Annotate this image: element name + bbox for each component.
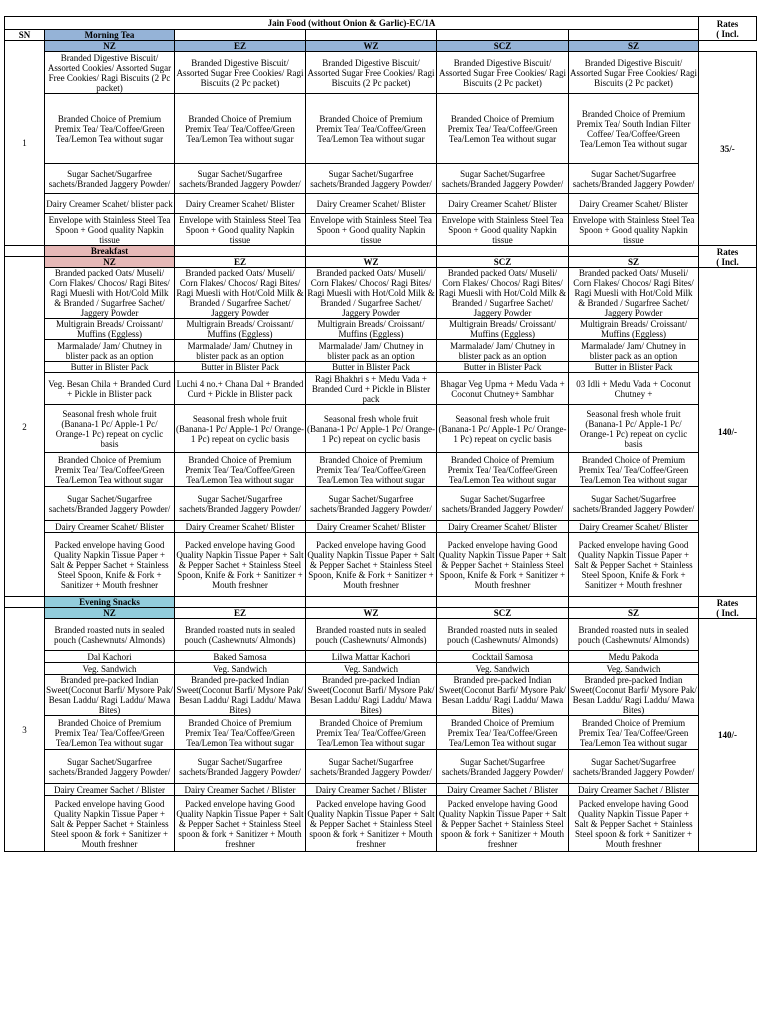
menu-table bbox=[4, 16, 757, 852]
menu-item-cell: Branded Choice of Premium Premix Tea/ Tea/Coffee/Green Tea/Lemon Tea without sugar bbox=[306, 453, 437, 487]
menu-item-cell: Branded pre-packed Indian Sweet(Coconut Barfi/ Mysore Pak/ Besan Laddu/ Ragi Laddu/ Mawa Bites) bbox=[46, 675, 173, 715]
menu-item-row bbox=[5, 784, 757, 796]
zone-header-nz: NZ bbox=[45, 41, 175, 52]
menu-item-cell: Dairy Creamer Sachet / Blister bbox=[437, 784, 569, 796]
blank-cell bbox=[306, 246, 437, 257]
menu-item-cell: Marmalade/ Jam/ Chutney in blister pack as an option bbox=[569, 340, 699, 362]
title-row bbox=[5, 17, 757, 30]
menu-item-cell: Packed envelope having Good Quality Napkin Tissue Paper + Salt & Pepper Sachet + Stainless Steel Spoon, Knife & Fork + Sanitizer + Mouth freshner bbox=[45, 533, 175, 597]
menu-item-row bbox=[5, 796, 757, 852]
menu-item-cell: Dairy Creamer Scahet/ Blister bbox=[306, 194, 437, 214]
menu-item-cell: Lilwa Mattar Kachori bbox=[306, 651, 437, 663]
menu-item-cell: Medu Pakoda bbox=[569, 651, 699, 663]
blank-cell bbox=[437, 597, 569, 608]
menu-item-cell: Cocktail Samosa bbox=[437, 651, 569, 663]
menu-item-cell: Butter in Blister Pack bbox=[437, 362, 569, 373]
menu-item-cell: Dairy Creamer Scahet/ Blister bbox=[437, 521, 569, 533]
menu-item-row bbox=[5, 533, 757, 597]
menu-item-cell: Butter in Blister Pack bbox=[45, 362, 175, 373]
menu-item-cell: Seasonal fresh whole fruit (Banana-1 Pc/ Apple-1 Pc/ Orange-1 Pc) repeat on cyclic basis bbox=[437, 405, 569, 453]
menu-item-cell: Sugar Sachet/Sugarfree sachets/Branded Jaggery Powder/ bbox=[45, 487, 175, 521]
blank-cell bbox=[437, 30, 569, 41]
menu-item-cell: Marmalade/ Jam/ Chutney in blister pack as an option bbox=[306, 340, 437, 362]
menu-item-cell: Branded pre-packed Indian Sweet(Coconut Barfi/ Mysore Pak/ Besan Laddu/ Ragi Laddu/ Mawa Bites) bbox=[175, 675, 306, 716]
document-page bbox=[0, 16, 768, 852]
menu-item-cell: Dairy Creamer Sachet / Blister bbox=[306, 784, 437, 796]
menu-item-cell: Branded Choice of Premium Premix Tea/ Tea/Coffee/Green Tea/Lemon Tea without sugar bbox=[306, 94, 437, 164]
menu-item-row bbox=[5, 164, 757, 194]
menu-item-cell: Branded roasted nuts in sealed pouch (Cashewnuts/ Almonds) bbox=[437, 619, 569, 651]
menu-item-cell: Sugar Sachet/Sugarfree sachets/Branded Jaggery Powder/ bbox=[306, 164, 437, 194]
zone-header-scz: SCZ bbox=[437, 41, 569, 52]
menu-item-cell: Packed envelope having Good Quality Napkin Tissue Paper + Salt & Pepper Sachet + Stainless Steel spoon & fork + Sanitizer + Mouth freshner bbox=[569, 796, 699, 852]
menu-item-cell: Veg. Besan Chila + Branded Curd + Pickle in Blister pack bbox=[45, 373, 175, 405]
blank-cell bbox=[175, 246, 306, 257]
blank-cell bbox=[569, 597, 699, 608]
menu-item-cell: Veg. Sandwich bbox=[437, 663, 569, 675]
zone-header-wz: WZ bbox=[306, 608, 437, 619]
menu-item-row bbox=[5, 663, 757, 675]
menu-item-cell: Ragi Bhakhri s + Medu Vada + Branded Curd + Pickle in Blister pack bbox=[306, 373, 437, 405]
menu-item-cell: Dairy Creamer Sachet / Blister bbox=[569, 784, 699, 796]
zone-header-row bbox=[5, 257, 757, 268]
menu-item-cell: Branded packed Oats/ Museli/ Corn Flakes/ Chocos/ Ragi Bites/ Ragi Muesli with Hot/Cold Milk & Branded / Sugarfree Sachet/ Jaggery Powder bbox=[569, 268, 699, 319]
blank-cell bbox=[569, 246, 699, 257]
menu-item-cell: Packed envelope having Good Quality Napkin Tissue Paper + Salt & Pepper Sachet + Stainless Steel Spoon, Knife & Fork + Sanitizer + Mouth freshner bbox=[306, 533, 437, 597]
menu-item-cell: Butter in Blister Pack bbox=[306, 362, 437, 373]
menu-item-row bbox=[5, 194, 757, 214]
menu-item-cell: Dairy Creamer Scahet/ Blister bbox=[569, 521, 699, 533]
menu-item-cell: Multigrain Breads/ Croissant/ Muffins (Eggless) bbox=[437, 319, 569, 340]
menu-item-cell: Branded Choice of Premium Premix Tea/ South Indian Filter Coffee/ Tea/Coffee/Green Tea/Lemon Tea without sugar bbox=[569, 94, 699, 164]
menu-item-cell: Sugar Sachet/Sugarfree sachets/Branded Jaggery Powder/ bbox=[437, 164, 569, 194]
menu-item-cell: Packed envelope having Good Quality Napkin Tissue Paper + Salt & Pepper Sachet + Stainless Steel Spoon, Knife & Fork + Sanitizer + Mouth freshner bbox=[437, 533, 569, 597]
menu-item-cell: Sugar Sachet/Sugarfree sachets/Branded Jaggery Powder/ bbox=[306, 487, 437, 521]
menu-item-row bbox=[5, 268, 757, 319]
menu-item-row bbox=[5, 94, 757, 164]
zone-header-ez: EZ bbox=[175, 608, 306, 619]
menu-item-cell: Branded Digestive Biscuit/ Assorted Sugar Free Cookies/ Ragi Biscuits (2 Pc packet) bbox=[569, 52, 699, 94]
menu-item-cell: Packed envelope having Good Quality Napkin Tissue Paper + Salt & Pepper Sachet + Stainless Steel Spoon, Knife & Fork + Sanitizer + Mouth freshner bbox=[569, 533, 699, 597]
blank-cell bbox=[175, 30, 306, 41]
menu-item-cell: Branded Digestive Biscuit/ Assorted Sugar Free Cookies/ Ragi Biscuits (2 Pc packet) bbox=[175, 52, 306, 94]
menu-item-cell: Marmalade/ Jam/ Chutney in blister pack as an option bbox=[175, 340, 306, 362]
menu-item-cell: Branded roasted nuts in sealed pouch (Cashewnuts/ Almonds) bbox=[45, 619, 175, 651]
menu-item-cell: Branded Digestive Biscuit/ Assorted Cookies/ Assorted Sugar Free Cookies/ Ragi Biscuits (2 Pc packet) bbox=[45, 52, 175, 94]
zone-header-sz: SZ bbox=[569, 257, 699, 268]
section-header-row bbox=[5, 597, 757, 608]
menu-item-cell: Packed envelope having Good Quality Napkin Tissue Paper + Salt & Pepper Sachet + Stainless Steel Spoon, Knife & Fork + Sanitizer + Mouth freshner bbox=[175, 533, 306, 597]
menu-item-row bbox=[5, 362, 757, 373]
menu-item-cell: Sugar Sachet/Sugarfree sachets/Branded Jaggery Powder/ bbox=[437, 750, 569, 784]
menu-item-cell: 03 Idli + Medu Vada + Coconut Chutney + bbox=[569, 373, 699, 405]
menu-item-cell: Multigrain Breads/ Croissant/ Muffins (Eggless) bbox=[175, 319, 306, 340]
menu-item-cell: Sugar Sachet/Sugarfree sachets/Branded Jaggery Powder/ bbox=[306, 750, 437, 784]
menu-item-cell: Dairy Creamer Scahet/ blister pack bbox=[45, 194, 175, 214]
menu-item-cell: Branded roasted nuts in sealed pouch (Cashewnuts/ Almonds) bbox=[175, 619, 306, 651]
menu-item-cell: Sugar Sachet/Sugarfree sachets/Branded Jaggery Powder/ bbox=[437, 487, 569, 521]
menu-item-cell: Branded Digestive Biscuit/ Assorted Sugar Free Cookies/ Ragi Biscuits (2 Pc packet) bbox=[306, 52, 437, 94]
menu-item-cell: Sugar Sachet/Sugarfree sachets/Branded Jaggery Powder/ bbox=[175, 750, 306, 784]
blank-cell bbox=[306, 30, 437, 41]
menu-item-row bbox=[5, 619, 757, 651]
menu-item-cell: Multigrain Breads/ Croissant/ Muffins (Eggless) bbox=[569, 319, 699, 340]
menu-item-cell: Dairy Creamer Scahet/ Blister bbox=[175, 194, 306, 214]
menu-item-row bbox=[5, 521, 757, 533]
menu-item-cell: Branded packed Oats/ Museli/ Corn Flakes/ Chocos/ Ragi Bites/ Ragi Muesli with Hot/Cold Milk & Branded / Sugarfree Sachet/ Jaggery Powder bbox=[307, 268, 435, 318]
zone-header-scz: SCZ bbox=[437, 608, 569, 619]
menu-item-cell: Branded packed Oats/ Museli/ Corn Flakes/ Chocos/ Ragi Bites/ Ragi Muesli with Hot/Cold Milk & Branded / Sugarfree Sachet/ Jaggery Powder bbox=[437, 268, 569, 319]
menu-item-cell: Branded Choice of Premium Premix Tea/ Tea/Coffee/Green Tea/Lemon Tea without sugar bbox=[569, 716, 699, 750]
zone-header-sz: SZ bbox=[569, 608, 699, 619]
menu-item-cell: Envelope with Stainless Steel Tea Spoon + Good quality Napkin tissue bbox=[45, 214, 175, 246]
menu-item-cell: Packed envelope having Good Quality Napkin Tissue Paper + Salt & Pepper Sachet + Stainless Steel spoon & fork + Sanitizer + Mouth freshner bbox=[437, 796, 569, 852]
section-title: Evening Snacks bbox=[45, 597, 175, 608]
menu-item-cell: Sugar Sachet/Sugarfree sachets/Branded Jaggery Powder/ bbox=[569, 164, 699, 194]
menu-item-cell: Seasonal fresh whole fruit (Banana-1 Pc/ Apple-1 Pc/ Orange-1 Pc) repeat on cyclic basis bbox=[175, 405, 306, 453]
menu-item-cell: Marmalade/ Jam/ Chutney in blister pack as an option bbox=[437, 340, 569, 362]
menu-item-cell: Branded Choice of Premium Premix Tea/ Tea/Coffee/Green Tea/Lemon Tea without sugar bbox=[45, 453, 175, 487]
zone-header-scz: SCZ bbox=[437, 257, 569, 268]
zone-header-row bbox=[5, 608, 757, 619]
menu-item-cell: Branded Choice of Premium Premix Tea/ Tea/Coffee/Green Tea/Lemon Tea without sugar bbox=[437, 94, 569, 164]
sn-header-blank bbox=[5, 246, 45, 257]
menu-item-cell: Veg. Sandwich bbox=[45, 663, 175, 675]
menu-item-row bbox=[5, 319, 757, 340]
menu-item-cell: Branded Choice of Premium Premix Tea/ Tea/Coffee/Green Tea/Lemon Tea without sugar bbox=[437, 453, 569, 487]
blank-cell bbox=[437, 246, 569, 257]
menu-item-cell: Packed envelope having Good Quality Napkin Tissue Paper + Salt & Pepper Sachet + Stainless Steel spoon & fork + Sanitizer + Mouth freshner bbox=[306, 796, 437, 852]
zone-header-nz: NZ bbox=[45, 608, 175, 619]
blank-cell bbox=[569, 30, 699, 41]
menu-item-row bbox=[5, 405, 757, 453]
rate-value: 35/- bbox=[699, 52, 757, 246]
zone-header-row bbox=[5, 41, 757, 52]
menu-item-cell: Branded Choice of Premium Premix Tea/ Tea/Coffee/Green Tea/Lemon Tea without sugar bbox=[437, 716, 569, 750]
menu-item-cell: Veg. Sandwich bbox=[306, 663, 437, 675]
menu-item-row bbox=[5, 52, 757, 94]
menu-item-cell: Branded Choice of Premium Premix Tea/ Tea/Coffee/Green Tea/Lemon Tea without sugar bbox=[45, 716, 175, 750]
menu-item-row bbox=[5, 373, 757, 405]
zone-header-wz: WZ bbox=[306, 257, 437, 268]
menu-item-cell: Packed envelope having Good Quality Napkin Tissue Paper + Salt & Pepper Sachet + Stainless Steel spoon & fork + Sanitizer + Mouth freshner bbox=[45, 796, 175, 852]
menu-item-cell: Veg. Sandwich bbox=[569, 663, 699, 675]
rate-value: 140/- bbox=[699, 268, 757, 597]
menu-item-cell: Branded Digestive Biscuit/ Assorted Sugar Free Cookies/ Ragi Biscuits (2 Pc packet) bbox=[437, 52, 569, 94]
menu-item-row bbox=[5, 675, 757, 716]
menu-item-cell: Veg. Sandwich bbox=[175, 663, 306, 675]
menu-item-cell: Bhagar Veg Upma + Medu Vada + Coconut Chutney+ Sambhar bbox=[437, 373, 569, 405]
menu-item-cell: Sugar Sachet/Sugarfree sachets/Branded Jaggery Powder/ bbox=[569, 487, 699, 521]
menu-item-cell: Branded Choice of Premium Premix Tea/ Tea/Coffee/Green Tea/Lemon Tea without sugar bbox=[175, 716, 306, 750]
menu-item-cell: Dal Kachori bbox=[45, 651, 175, 663]
menu-item-cell: Seasonal fresh whole fruit (Banana-1 Pc/ Apple-1 Pc/ Orange-1 Pc) repeat on cyclic basis bbox=[45, 405, 175, 453]
section-title: Morning Tea bbox=[45, 30, 175, 41]
menu-item-cell: Baked Samosa bbox=[175, 651, 306, 663]
rates-header: Rates ( Incl. bbox=[699, 17, 757, 41]
menu-item-cell: Luchi 4 no.+ Chana Dal + Branded Curd + Pickle in Blister pack bbox=[175, 373, 306, 405]
menu-item-cell: Dairy Creamer Scahet/ Blister bbox=[175, 521, 306, 533]
blank-cell bbox=[306, 597, 437, 608]
blank-cell bbox=[175, 597, 306, 608]
menu-item-cell: Sugar Sachet/Sugarfree sachets/Branded Jaggery Powder/ bbox=[175, 164, 306, 194]
menu-item-cell: Branded Choice of Premium Premix Tea/ Tea/Coffee/Green Tea/Lemon Tea without sugar bbox=[45, 94, 175, 164]
menu-item-cell: Dairy Creamer Scahet/ Blister bbox=[306, 521, 437, 533]
menu-item-cell: Marmalade/ Jam/ Chutney in blister pack as an option bbox=[45, 340, 175, 362]
menu-item-cell: Seasonal fresh whole fruit (Banana-1 Pc/ Apple-1 Pc/ Orange-1 Pc) repeat on cyclic basis bbox=[306, 405, 437, 453]
sn-header-blank bbox=[5, 597, 45, 608]
menu-item-cell: Branded pre-packed Indian Sweet(Coconut Barfi/ Mysore Pak/ Besan Laddu/ Ragi Laddu/ Mawa Bites) bbox=[437, 675, 569, 716]
rates-header: Rates ( Incl. bbox=[699, 597, 757, 619]
menu-item-row bbox=[5, 214, 757, 246]
zone-header-sz: SZ bbox=[569, 41, 699, 52]
menu-item-row bbox=[5, 716, 757, 750]
menu-item-cell: Branded Choice of Premium Premix Tea/ Tea/Coffee/Green Tea/Lemon Tea without sugar bbox=[306, 716, 437, 750]
menu-item-cell: Dairy Creamer Scahet/ Blister bbox=[45, 521, 175, 533]
menu-item-cell: Dairy Creamer Scahet/ Blister bbox=[569, 194, 699, 214]
menu-item-cell: Envelope with Stainless Steel Tea Spoon + Good quality Napkin tissue bbox=[437, 214, 569, 246]
menu-item-cell: Packed envelope having Good Quality Napkin Tissue Paper + Salt & Pepper Sachet + Stainless Steel spoon & fork + Sanitizer + Mouth freshner bbox=[175, 796, 306, 852]
menu-item-cell: Butter in Blister Pack bbox=[175, 362, 306, 373]
menu-item-row bbox=[5, 487, 757, 521]
section-header-row bbox=[5, 246, 757, 257]
menu-item-cell: Branded Choice of Premium Premix Tea/ Tea/Coffee/Green Tea/Lemon Tea without sugar bbox=[175, 453, 306, 487]
menu-item-cell: Dairy Creamer Sachet / Blister bbox=[175, 784, 306, 796]
menu-item-cell: Envelope with Stainless Steel Tea Spoon + Good quality Napkin tissue bbox=[569, 214, 699, 246]
serial-number: 1 bbox=[5, 41, 45, 246]
menu-item-cell: Sugar Sachet/Sugarfree sachets/Branded Jaggery Powder/ bbox=[45, 164, 175, 194]
section-header-row bbox=[5, 30, 757, 41]
menu-item-cell: Envelope with Stainless Steel Tea Spoon + Good quality Napkin tissue bbox=[306, 214, 437, 246]
serial-number: 3 bbox=[5, 608, 45, 852]
menu-item-cell: Branded pre-packed Indian Sweet(Coconut Barfi/ Mysore Pak/ Besan Laddu/ Ragi Laddu/ Mawa Bites) bbox=[570, 675, 697, 715]
menu-item-cell: Butter in Blister Pack bbox=[569, 362, 699, 373]
zone-header-ez: EZ bbox=[175, 257, 306, 268]
zone-header-ez: EZ bbox=[175, 41, 306, 52]
menu-item-cell: Dairy Creamer Scahet/ Blister bbox=[437, 194, 569, 214]
menu-item-cell: Envelope with Stainless Steel Tea Spoon + Good quality Napkin tissue bbox=[175, 214, 306, 246]
menu-item-cell: Branded packed Oats/ Museli/ Corn Flakes/ Chocos/ Ragi Bites/ Ragi Muesli with Hot/Cold Milk & Branded / Sugarfree Sachet/ Jaggery Powder bbox=[45, 268, 175, 319]
menu-item-row bbox=[5, 651, 757, 663]
menu-item-cell: Branded Choice of Premium Premix Tea/ Tea/Coffee/Green Tea/Lemon Tea without sugar bbox=[175, 94, 306, 164]
menu-item-row bbox=[5, 453, 757, 487]
menu-item-cell: Branded roasted nuts in sealed pouch (Cashewnuts/ Almonds) bbox=[306, 619, 437, 651]
menu-item-cell: Sugar Sachet/Sugarfree sachets/Branded Jaggery Powder/ bbox=[45, 750, 175, 784]
menu-item-cell: Branded pre-packed Indian Sweet(Coconut Barfi/ Mysore Pak/ Besan Laddu/ Ragi Laddu/ Mawa Bites) bbox=[306, 675, 437, 716]
menu-item-row bbox=[5, 340, 757, 362]
menu-item-row bbox=[5, 750, 757, 784]
rate-value: 140/- bbox=[699, 619, 757, 852]
section-title: Breakfast bbox=[45, 246, 175, 257]
menu-item-cell: Multigrain Breads/ Croissant/ Muffins (Eggless) bbox=[306, 319, 437, 340]
rates-header: Rates ( Incl. bbox=[699, 246, 757, 268]
menu-item-cell: Sugar Sachet/Sugarfree sachets/Branded Jaggery Powder/ bbox=[175, 487, 306, 521]
zone-header-wz: WZ bbox=[306, 41, 437, 52]
menu-item-cell: Multigrain Breads/ Croissant/ Muffins (Eggless) bbox=[45, 319, 175, 340]
document-title: Jain Food (without Onion & Garlic)-EC/1A bbox=[5, 17, 699, 30]
sn-header: SN bbox=[5, 30, 45, 41]
menu-item-cell: Dairy Creamer Sachet / Blister bbox=[45, 784, 175, 796]
menu-item-cell: Branded roasted nuts in sealed pouch (Cashewnuts/ Almonds) bbox=[569, 619, 699, 651]
menu-item-cell: Sugar Sachet/Sugarfree sachets/Branded Jaggery Powder/ bbox=[569, 750, 699, 784]
menu-item-cell: Branded packed Oats/ Museli/ Corn Flakes/ Chocos/ Ragi Bites/ Ragi Muesli with Hot/Cold Milk & Branded / Sugarfree Sachet/ Jaggery Powder bbox=[176, 268, 304, 318]
menu-item-cell: Branded Choice of Premium Premix Tea/ Tea/Coffee/Green Tea/Lemon Tea without sugar bbox=[569, 453, 699, 487]
serial-number: 2 bbox=[5, 257, 45, 597]
menu-item-cell: Seasonal fresh whole fruit (Banana-1 Pc/ Apple-1 Pc/ Orange-1 Pc) repeat on cyclic basis bbox=[569, 405, 699, 453]
zone-header-nz: NZ bbox=[45, 257, 175, 268]
